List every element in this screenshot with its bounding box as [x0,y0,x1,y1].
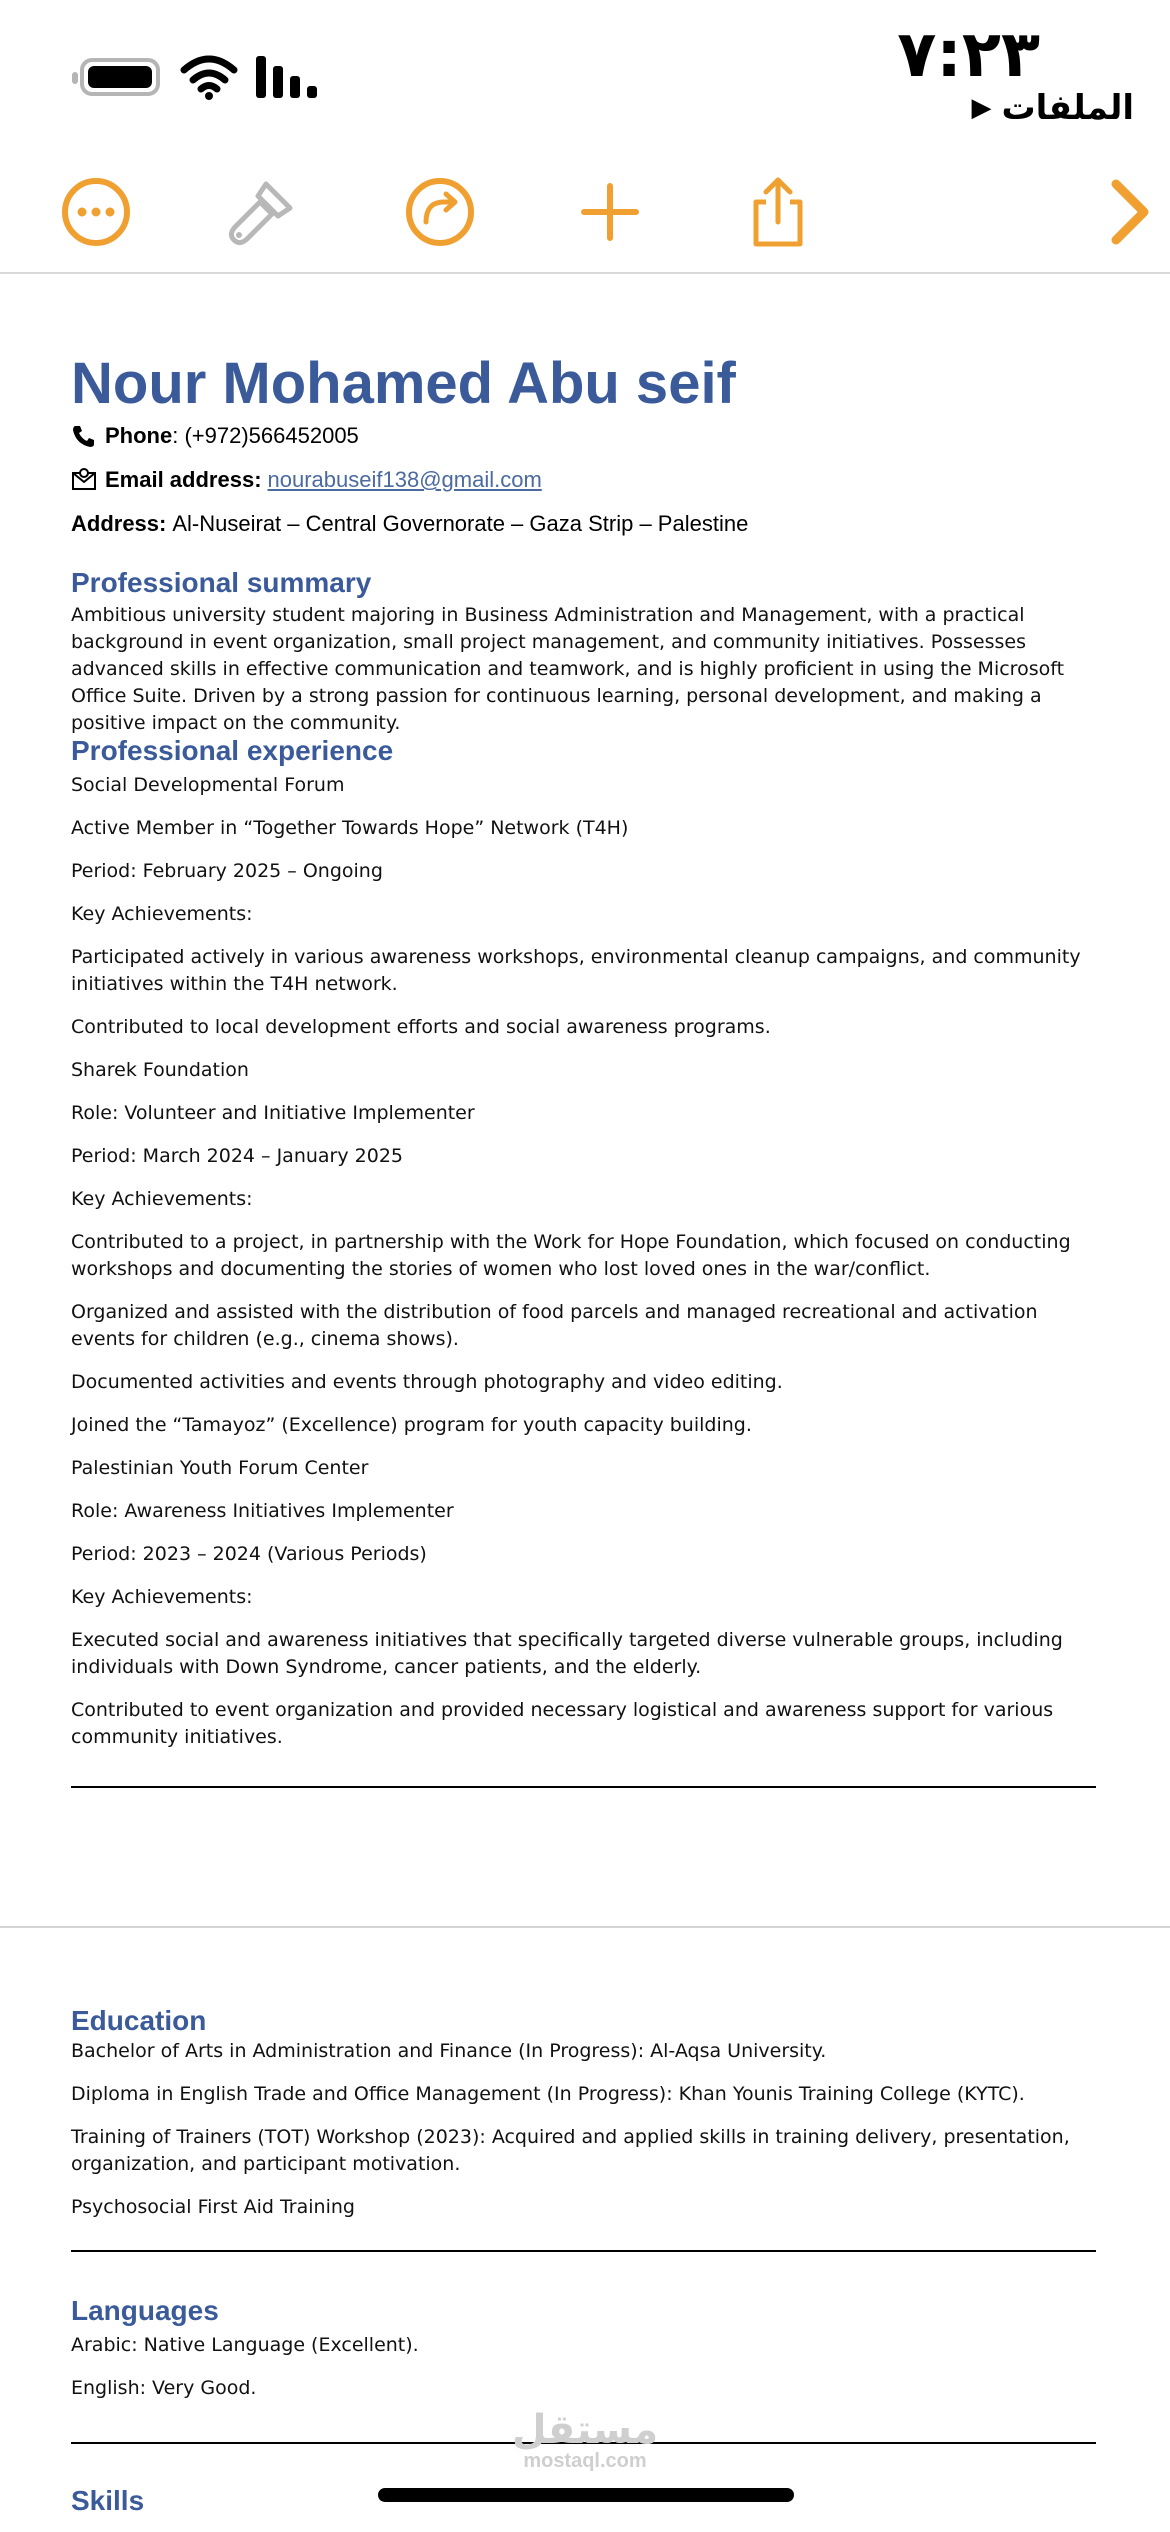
candidate-name: Nour Mohamed Abu seif [71,351,736,416]
languages-list [71,2332,1096,2402]
back-triangle-icon: ▶ [971,93,992,123]
skills-heading: Skills [71,2485,145,2516]
languages-heading: Languages [71,2295,219,2326]
section-divider [71,1786,1096,1788]
home-indicator[interactable] [378,2488,794,2502]
experience-section [71,734,1096,1751]
redo-icon [404,176,476,248]
brush-icon [226,176,298,248]
phone-line [71,422,1096,451]
summary-heading: Professional summary [71,567,372,598]
phone-icon [71,423,97,449]
list-item: Period: February 2025 – Ongoing [71,859,383,882]
email-icon [71,467,97,493]
education-section [71,2004,1096,2221]
list-item: Role: Awareness Initiatives Implementer [71,1499,454,1522]
list-item: Period: March 2024 – January 2025 [71,1144,403,1167]
list-item: Executed social and awareness initiatives that specifically targeted diverse vulnerable groups, including individuals with Down Syndrome, cancer patients, and the elderly. [71,1628,1063,1678]
battery-icon [80,58,160,96]
list-item: Organized and assisted with the distribution of food parcels and managed recreational and activation events for children (e.g., cinema shows). [71,1300,1038,1350]
section-divider [71,2250,1096,2252]
list-item: Contributed to a project, in partnership with the Work for Hope Foundation, which focused on conducting workshops and documenting the stories of women who lost loved ones in the war/conflict. [71,1230,1071,1280]
list-item: Diploma in English Trade and Office Management (In Progress): Khan Younis Training College (KYTC). [71,2082,1025,2105]
list-item: Key Achievements: [71,902,253,925]
email-label: Email address: [105,467,262,492]
add-button[interactable] [572,174,648,250]
share-button[interactable] [740,174,816,250]
list-item: Key Achievements: [71,1585,253,1608]
watermark-logo [510,2407,660,2473]
phone-value: : (+972)566452005 [172,423,359,448]
status-bar [0,0,1170,150]
document-page-1 [0,274,1170,1928]
education-list [71,2038,1096,2221]
back-label: الملفات [1001,88,1134,128]
list-item: English: Very Good. [71,2376,257,2399]
list-item: Psychosocial First Aid Training [71,2195,355,2218]
address-value: Al-Nuseirat – Central Governorate – Gaza Strip – Palestine [172,511,749,536]
watermark-arabic: مستقل [511,2407,659,2453]
resume-header [71,352,1096,416]
list-item: Training of Trainers (TOT) Workshop (2023): Acquired and applied skills in training delivery, presentation, organization, and participant motivation. [71,2125,1070,2175]
list-item: Joined the “Tamayoz” (Excellence) program for youth capacity building. [71,1413,752,1436]
list-item: Bachelor of Arts in Administration and Finance (In Progress): Al-Aqsa University. [71,2039,827,2062]
redo-button[interactable] [402,174,478,250]
summary-text: Ambitious university student majoring in Business Administration and Management, with a practical background in event organization, small project management, and community initiatives. Possesses advanced skills in effective communication and teamwork, and is highly proficient in using the Microsoft Office Suite. Driven by a strong passion for continuous learning, personal development, and making a positive impact on the community. [71,603,1065,734]
list-item: Key Achievements: [71,1187,253,1210]
education-heading: Education [71,2005,207,2036]
list-item: Documented activities and events through photography and video editing. [71,1370,783,1393]
signal-icon [256,56,320,98]
phone-label: Phone [105,423,173,448]
format-brush-button[interactable] [224,174,300,250]
list-item: Sharek Foundation [71,1058,249,1081]
email-line [71,466,1096,495]
address-line [71,510,1096,539]
add-icon [574,176,646,248]
experience-heading: Professional experience [71,735,394,766]
next-button[interactable] [1090,174,1166,250]
email-link[interactable]: nourabuseif138@gmail.com [267,467,542,492]
more-button[interactable] [58,174,134,250]
list-item: Contributed to local development efforts and social awareness programs. [71,1015,771,1038]
list-item: Social Developmental Forum [71,773,345,796]
summary-section [71,566,1096,737]
watermark-latin: mostaql.com [523,2450,647,2472]
list-item: Contributed to event organization and provided necessary logistical and awareness support for various community initiatives. [71,1698,1054,1748]
status-time: ٧:٢٣ [897,18,1040,92]
more-icon [60,176,132,248]
address-label: Address: [71,511,167,536]
languages-section [71,2294,1096,2402]
list-item: Period: 2023 – 2024 (Various Periods) [71,1542,427,1565]
wifi-icon [180,54,238,100]
list-item: Role: Volunteer and Initiative Implementer [71,1101,475,1124]
list-item: Arabic: Native Language (Excellent). [71,2333,419,2356]
chevron-right-icon [1092,176,1164,248]
list-item: Participated actively in various awareness workshops, environmental cleanup campaigns, and community initiatives within the T4H network. [71,945,1081,995]
share-icon [742,176,814,248]
back-to-files-button[interactable] [972,88,1135,128]
experience-list [71,772,1096,1751]
toolbar [0,150,1170,274]
list-item: Active Member in “Together Towards Hope” Network (T4H) [71,816,629,839]
list-item: Palestinian Youth Forum Center [71,1456,369,1479]
